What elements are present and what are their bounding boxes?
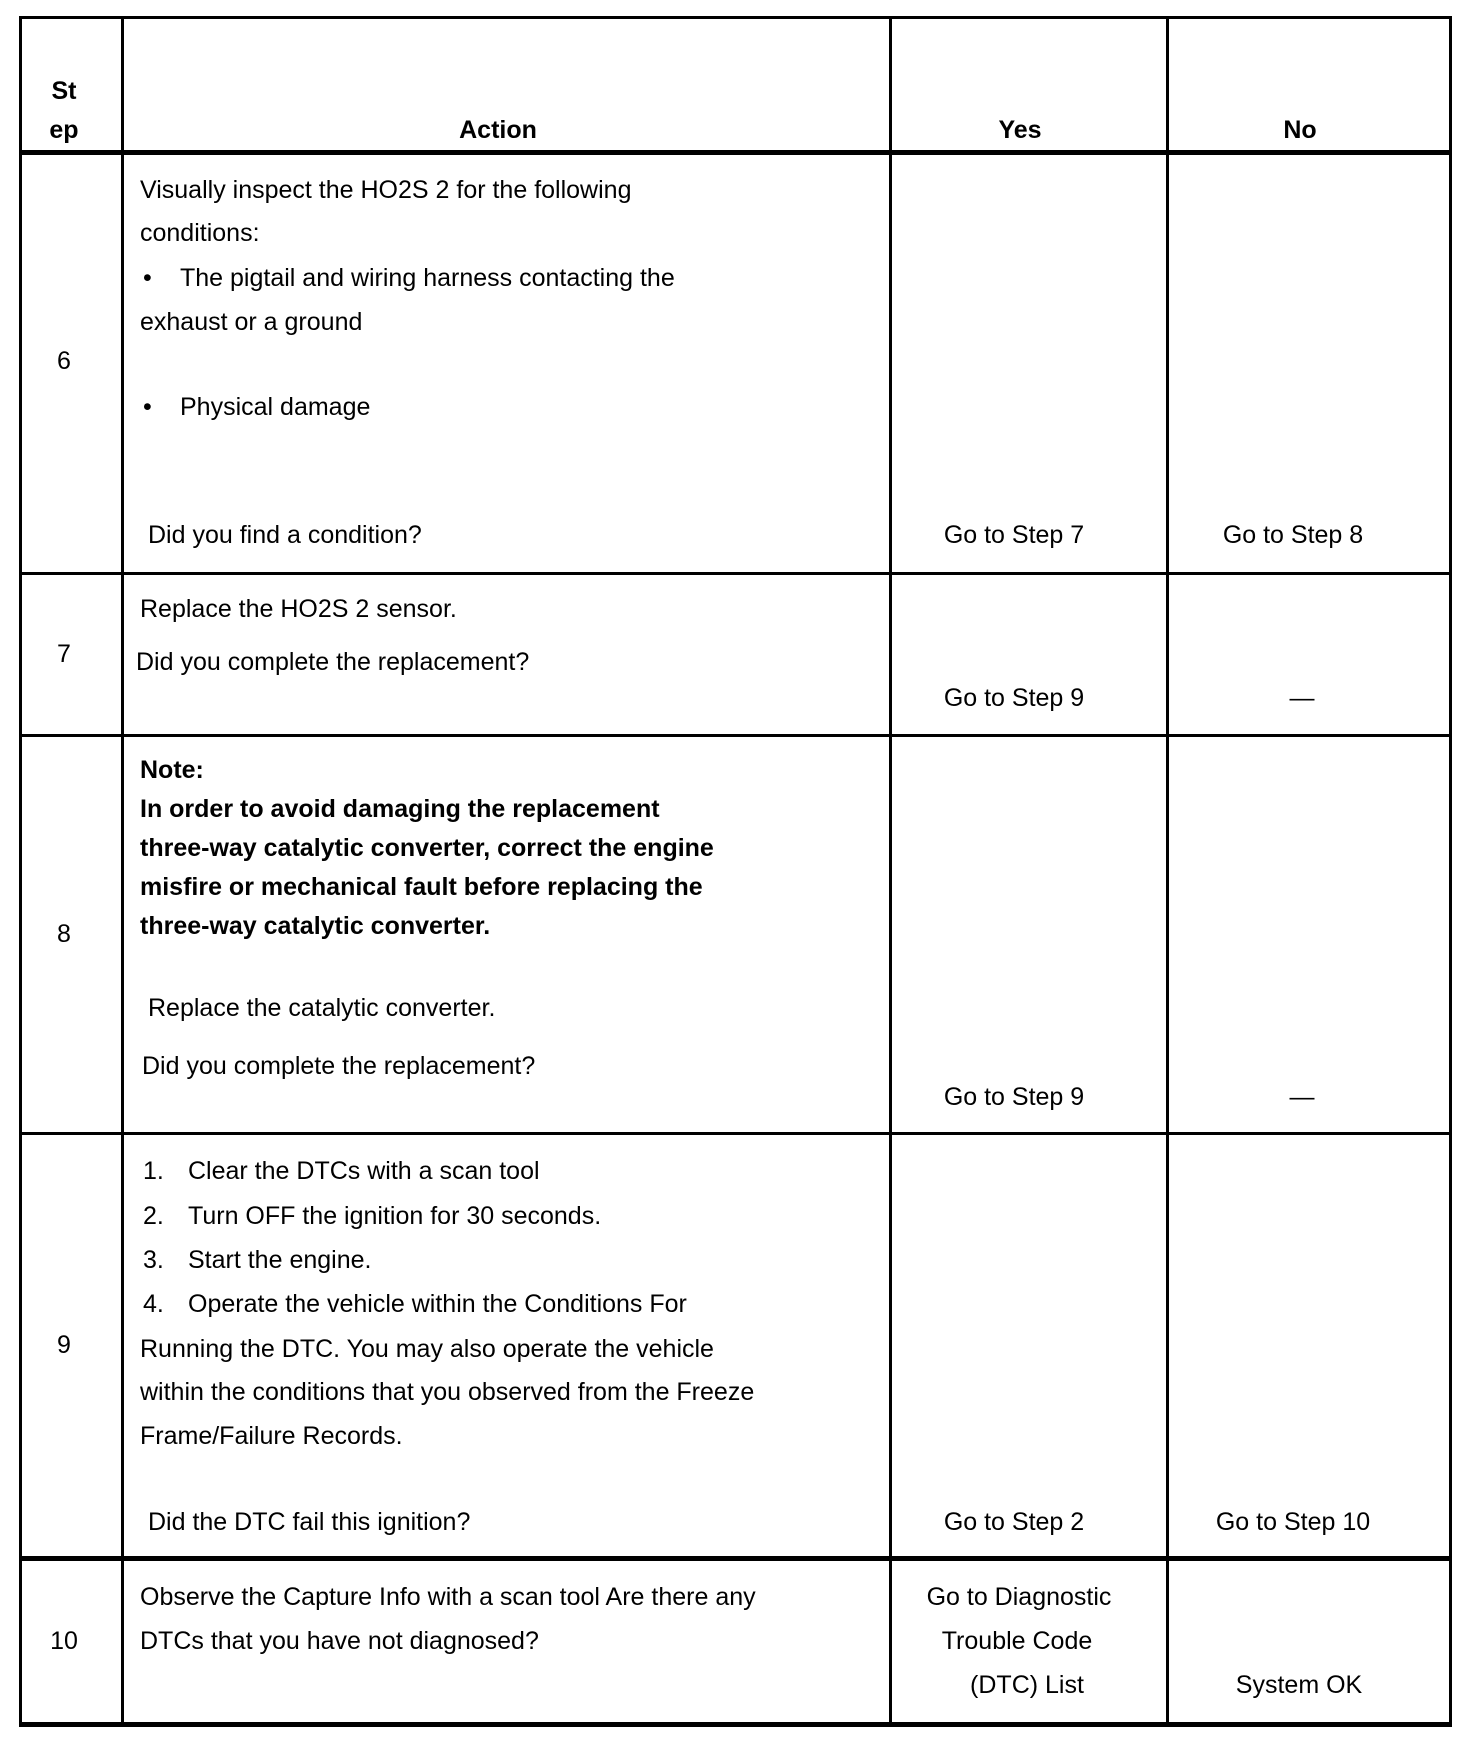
yes-result: Go to Step 2	[943, 1508, 1085, 1536]
row-divider	[19, 1132, 1452, 1135]
action-text: Observe the Capture Info with a scan tool Are there any	[140, 1583, 756, 1611]
action-text: DTCs that you have not diagnosed?	[140, 1627, 539, 1655]
action-step: Frame/Failure Records.	[140, 1422, 403, 1450]
no-result: Go to Step 8	[1222, 521, 1364, 549]
header-step: St	[51, 77, 77, 105]
note-text: misfire or mechanical fault before replacing the	[140, 873, 703, 901]
action-step: Start the engine.	[188, 1246, 372, 1274]
note-text: three-way catalytic converter.	[140, 912, 491, 940]
list-number: 2.	[143, 1202, 164, 1230]
action-text: The pigtail and wiring harness contacting the	[180, 264, 675, 292]
action-question: Did you complete the replacement?	[136, 648, 530, 676]
no-result: —	[1289, 684, 1315, 712]
yes-result: Go to Step 9	[943, 684, 1085, 712]
table-border-left	[19, 16, 22, 1726]
no-result: —	[1289, 1083, 1315, 1111]
action-text: Replace the catalytic converter.	[148, 994, 496, 1022]
action-question: Did the DTC fail this ignition?	[148, 1508, 471, 1536]
note-text: three-way catalytic converter, correct the engine	[140, 834, 714, 862]
action-text: Visually inspect the HO2S 2 for the following	[140, 176, 632, 204]
action-step: within the conditions that you observed from the Freeze	[140, 1378, 755, 1406]
list-number: 3.	[143, 1246, 164, 1274]
note-text: In order to avoid damaging the replacement	[140, 795, 660, 823]
no-result: System OK	[1235, 1671, 1363, 1699]
bullet: •	[143, 393, 152, 421]
action-step: Clear the DTCs with a scan tool	[188, 1157, 540, 1185]
header-yes: Yes	[998, 116, 1042, 144]
step-number: 10	[50, 1627, 78, 1655]
column-divider	[889, 16, 892, 1726]
step-number: 8	[57, 920, 71, 948]
yes-result: Trouble Code	[941, 1627, 1093, 1655]
yes-result: (DTC) List	[970, 1671, 1084, 1699]
action-question: Did you find a condition?	[148, 521, 422, 549]
no-result: Go to Step 10	[1215, 1508, 1371, 1536]
action-text: Replace the HO2S 2 sensor.	[140, 595, 457, 623]
header-action: Action	[459, 116, 537, 144]
yes-result: Go to Step 9	[943, 1083, 1085, 1111]
action-text: exhaust or a ground	[140, 308, 363, 336]
action-step: Operate the vehicle within the Conditions For	[188, 1290, 687, 1318]
list-number: 4.	[143, 1290, 164, 1318]
yes-result: Go to Step 7	[943, 521, 1085, 549]
header-divider	[19, 150, 1452, 155]
list-number: 1.	[143, 1157, 164, 1185]
table-border-right	[1449, 16, 1452, 1726]
step-number: 6	[57, 347, 71, 375]
action-step: Running the DTC. You may also operate the vehicle	[140, 1335, 714, 1363]
yes-result: Go to Diagnostic	[926, 1583, 1112, 1611]
step-number: 7	[57, 640, 71, 668]
header-step-cont: ep	[49, 116, 79, 144]
row-divider	[19, 734, 1452, 737]
bullet: •	[143, 264, 152, 292]
action-question: Did you complete the replacement?	[142, 1052, 536, 1080]
action-step: Turn OFF the ignition for 30 seconds.	[188, 1202, 602, 1230]
action-text: conditions:	[140, 219, 260, 247]
step-number: 9	[57, 1331, 71, 1359]
action-text: Physical damage	[180, 393, 371, 421]
column-divider	[121, 16, 124, 1726]
table-border-top	[19, 16, 1452, 19]
row-divider	[19, 1556, 1452, 1561]
header-no: No	[1283, 116, 1317, 144]
column-divider	[1166, 16, 1169, 1726]
note-label: Note:	[140, 756, 204, 784]
table-border-bottom	[19, 1722, 1452, 1727]
row-divider	[19, 572, 1452, 575]
